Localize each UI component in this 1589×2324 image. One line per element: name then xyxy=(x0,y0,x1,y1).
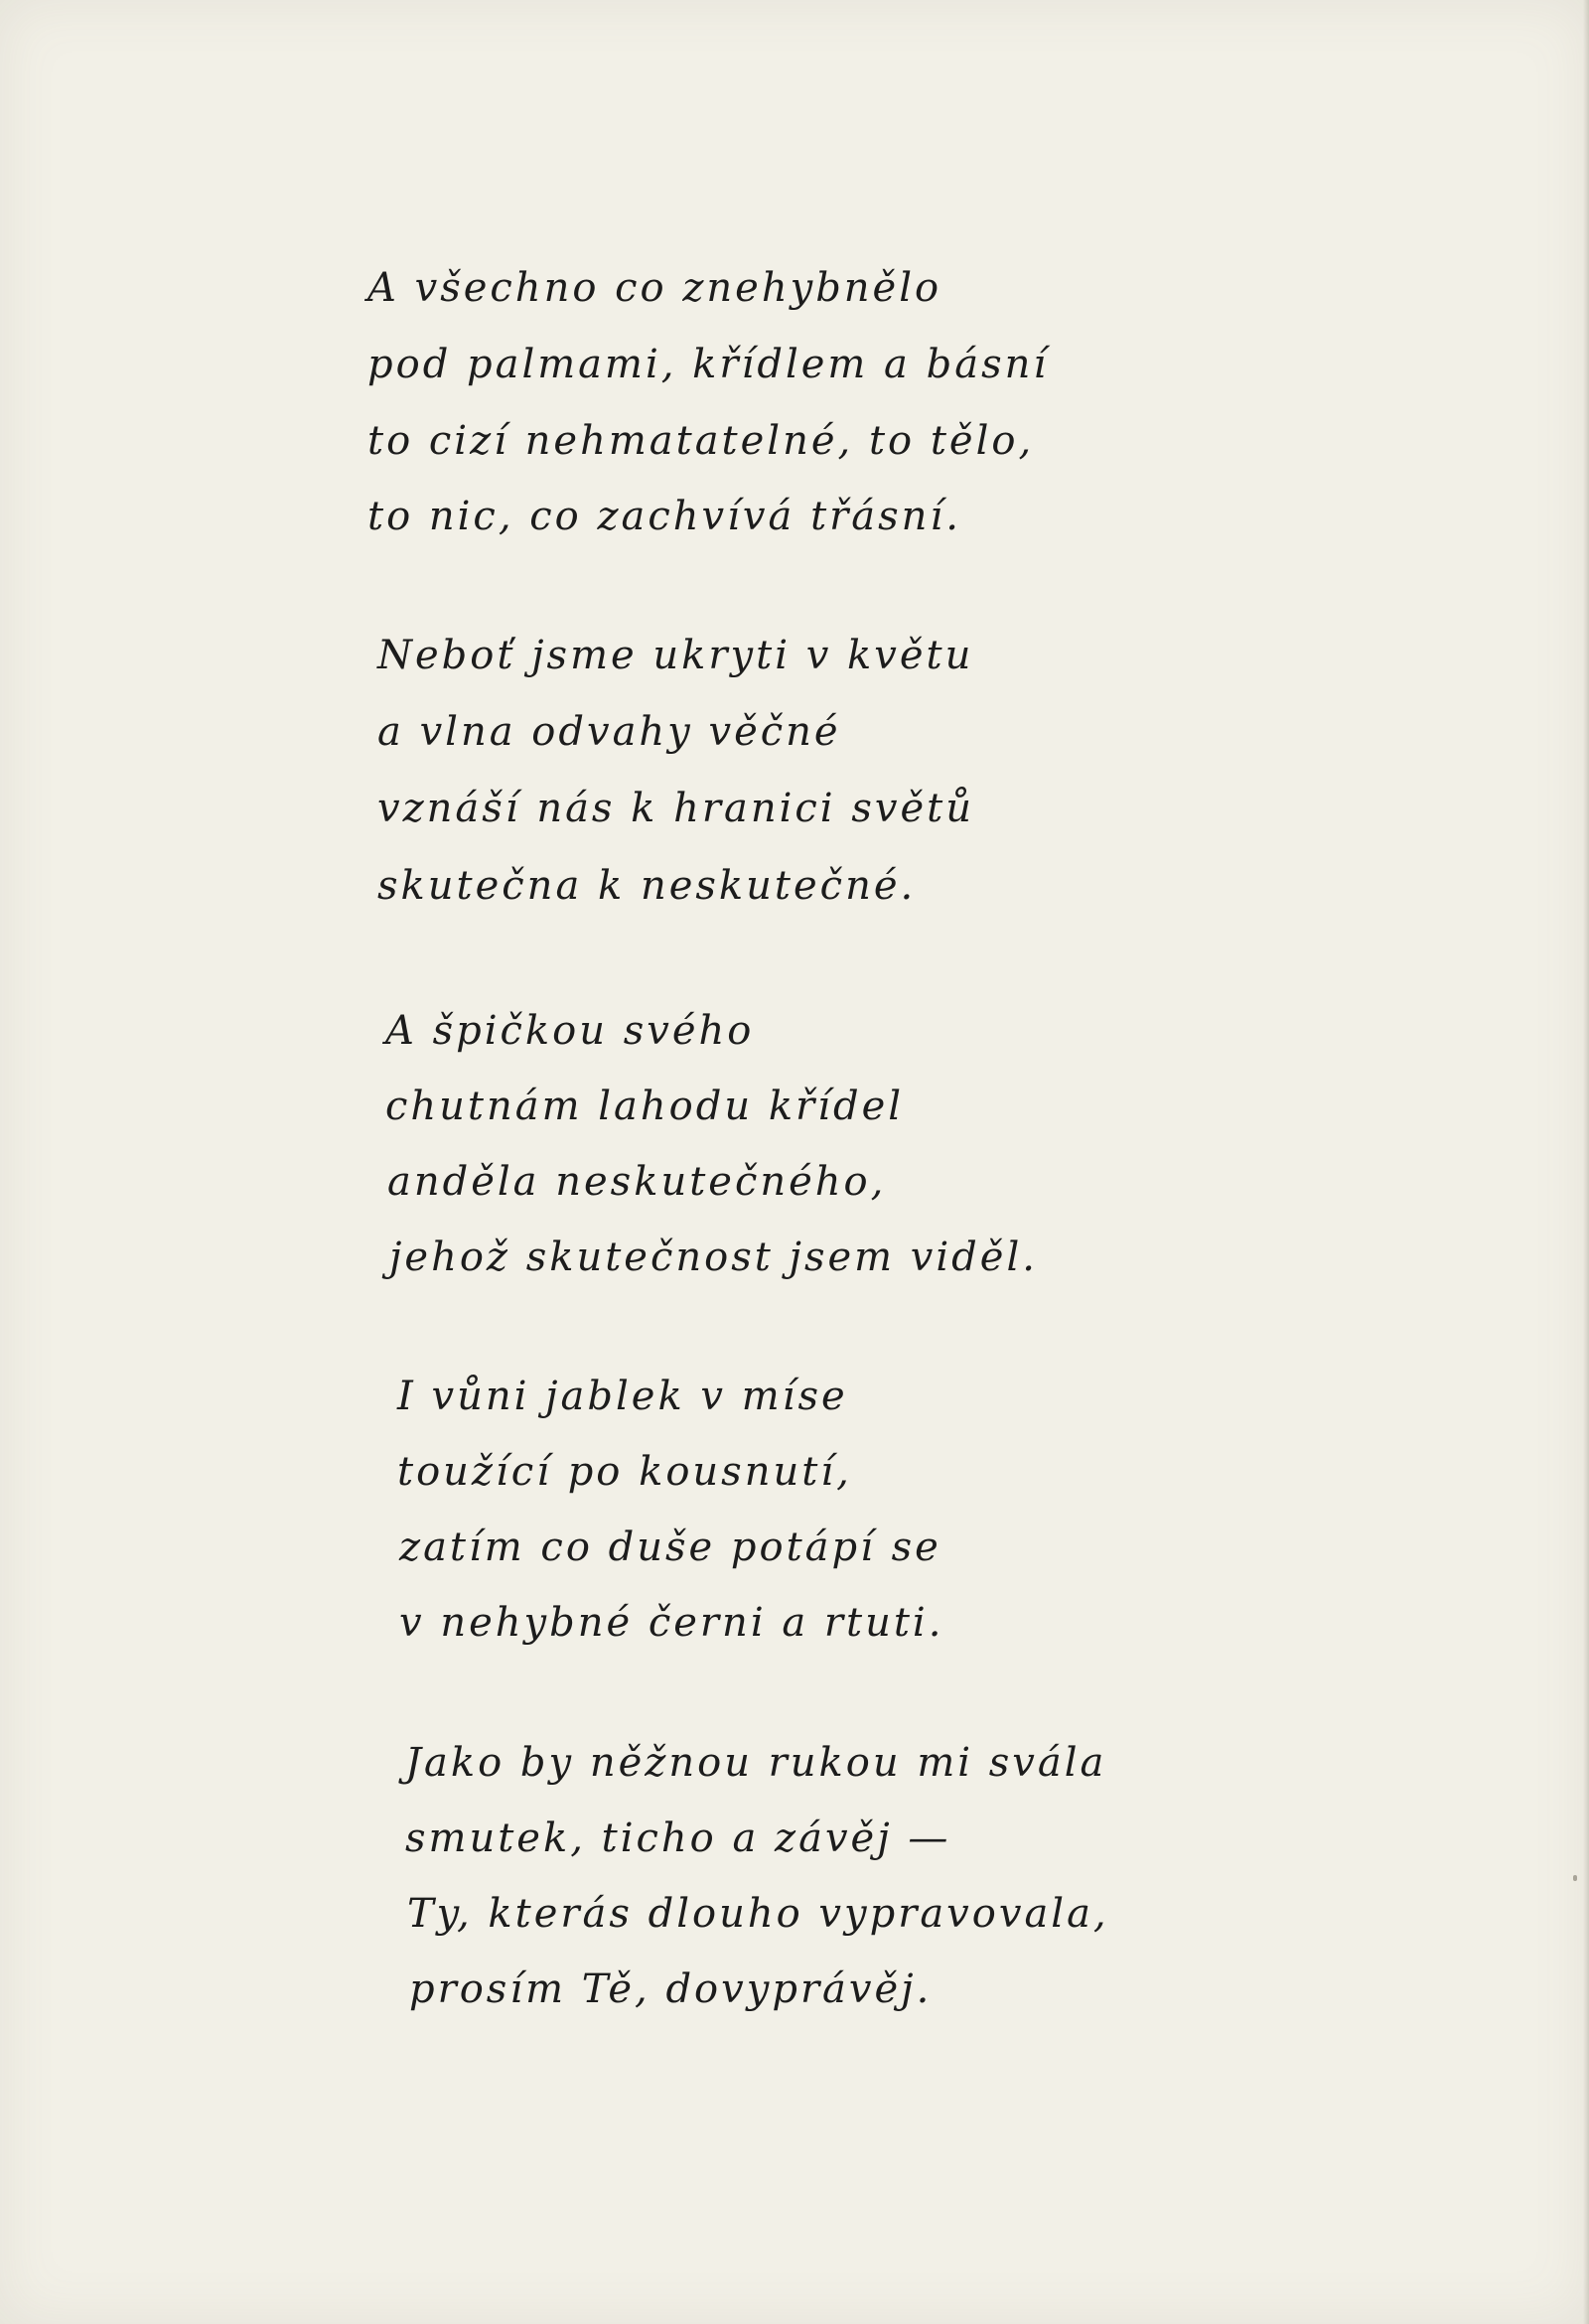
poem-line: anděla neskutečného, xyxy=(387,1159,887,1205)
poem-line: vznáší nás k hranici světů xyxy=(377,786,974,831)
poem-line: Jako by něžnou rukou mi svála xyxy=(405,1740,1107,1786)
poem-line: I vůni jablek v míse xyxy=(397,1374,848,1419)
poem-line: zatím co duše potápí se xyxy=(399,1525,941,1570)
page-edge-shadow xyxy=(1583,0,1589,2324)
poem-line: jehož skutečnost jsem viděl. xyxy=(389,1235,1038,1280)
poem-line: Neboť jsme ukryti v květu xyxy=(377,633,974,678)
poem-line: A všechno co znehybnělo xyxy=(367,265,942,311)
poem-line: to cizí nehmatatelné, to tělo, xyxy=(367,418,1035,464)
poem-line: smutek, ticho a závěj — xyxy=(405,1816,951,1861)
poem-line: v nehybné černi a rtuti. xyxy=(399,1600,944,1646)
poem-line: skutečna k neskutečné. xyxy=(377,863,917,909)
poem-line: chutnám lahodu křídel xyxy=(385,1084,905,1129)
poem-line: Ty, kterás dlouho vypravovala, xyxy=(407,1891,1109,1937)
poem-line: prosím Tě, dovyprávěj. xyxy=(409,1966,933,2012)
poem-line: toužící po kousnutí, xyxy=(397,1449,852,1495)
poem-line: pod palmami, křídlem a básní xyxy=(367,342,1050,387)
poem-line: A špičkou svého xyxy=(385,1008,755,1054)
poem-line: a vlna odvahy věčné xyxy=(377,709,841,755)
paper-speck xyxy=(1573,1875,1577,1881)
poem-line: to nic, co zachvívá třásní. xyxy=(367,494,961,539)
